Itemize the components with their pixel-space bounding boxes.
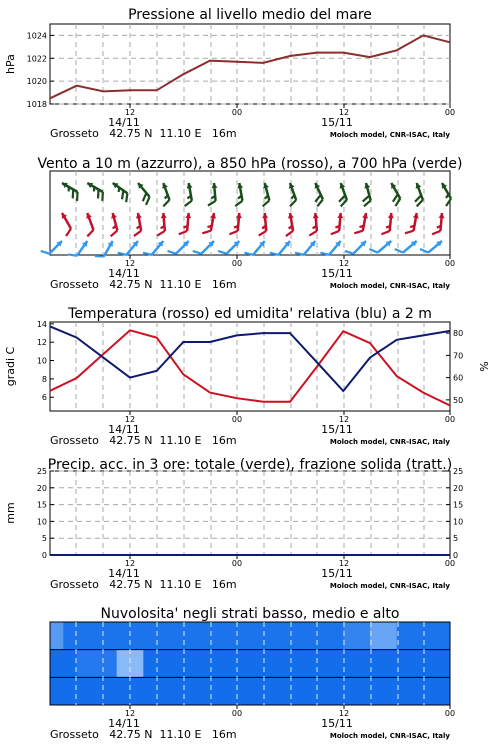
barb-flag-1-15-0 (432, 230, 440, 235)
barb-flag-2-10-0 (295, 250, 304, 258)
barb-flag-1-2-0 (110, 230, 119, 236)
cloud-cell-1-7 (143, 650, 157, 678)
barb-flag-1-10-0 (309, 231, 317, 236)
model-credit-1: Moloch model, CNR-ISAC, Italy (329, 282, 450, 290)
cloud-cell-0-12 (210, 622, 224, 650)
y-tick-label-0-3: 1024 (26, 31, 47, 41)
y-axis-label-2: gradi C (4, 346, 17, 387)
cloud-cell-2-9 (170, 677, 184, 705)
cloud-cell-1-27 (410, 650, 424, 678)
barb-flag-1-1-0 (86, 230, 95, 236)
y-tick-label-0-2: 1022 (26, 54, 47, 64)
barb-flag-0-9-0 (289, 200, 298, 206)
cloud-cell-2-24 (370, 677, 384, 705)
date-label-2-1: 15/11 (321, 423, 353, 436)
chart-title-0: Pressione al livello medio del mare (128, 7, 372, 23)
cloud-cell-2-17 (277, 677, 291, 705)
cloud-cell-1-6 (130, 650, 144, 678)
barb-flag-2-0-0 (41, 248, 49, 256)
plot-frame-3 (50, 471, 450, 555)
wind-barb-1-0 (55, 212, 76, 237)
cloud-cell-1-5 (117, 650, 131, 678)
series-line-0-0 (50, 35, 450, 98)
wind-barb-1-3 (130, 212, 145, 236)
cloud-cell-1-21 (330, 650, 344, 678)
x-tick-label-3-2: 12 (338, 559, 350, 568)
x-tick-label-4-1: 00 (231, 709, 243, 718)
model-credit-3: Moloch model, CNR-ISAC, Italy (329, 582, 450, 590)
wind-barb-0-0 (58, 180, 83, 201)
x-tick-label-3-3: 00 (444, 559, 456, 568)
station-info-4: Grosseto 42.75 N 11.10 E 16m (50, 728, 237, 741)
series-line-2-0 (50, 330, 450, 405)
cloud-cell-0-18 (290, 622, 304, 650)
date-label-4-0: 14/11 (108, 717, 140, 730)
cloud-cell-1-16 (263, 650, 277, 678)
date-label-3-0: 14/11 (108, 567, 140, 580)
station-info-3: Grosseto 42.75 N 11.10 E 16m (50, 578, 237, 591)
wind-barb-0-12 (358, 182, 374, 206)
cloud-cell-0-8 (157, 622, 171, 650)
barb-flag-1-7-0 (229, 230, 237, 235)
model-credit-0: Moloch model, CNR-ISAC, Italy (329, 131, 450, 139)
barb-flag-1-8-0 (258, 231, 266, 236)
cloud-cell-1-11 (197, 650, 211, 678)
wind-barb-1-13 (381, 212, 394, 235)
y-tick-right-label-2-0: 50 (453, 395, 464, 405)
date-label-1-0: 14/11 (108, 267, 140, 280)
cloud-cell-2-15 (250, 677, 264, 705)
wind-barb-1-9 (282, 212, 297, 236)
x-tick-label-2-3: 00 (444, 415, 456, 424)
cloud-cell-0-29 (437, 622, 451, 650)
wind-barb-2-9 (270, 236, 293, 260)
y-tick-label-2-2: 10 (36, 356, 47, 366)
wind-barb-1-6 (202, 212, 217, 236)
cloud-cell-2-21 (330, 677, 344, 705)
wind-barb-2-1 (68, 236, 90, 260)
y-tick-right-label-3-0: 0 (453, 551, 459, 560)
cloud-cell-1-4 (103, 650, 117, 678)
cloud-cell-2-1 (63, 677, 77, 705)
wind-barb-1-8 (257, 213, 270, 236)
chart-title-2: Temperatura (rosso) ed umidita' relativa (blu) a 2 m (68, 306, 432, 322)
barb-flag-2-11-0 (320, 250, 329, 258)
y-tick-label-0-1: 1020 (26, 77, 47, 87)
x-tick-label-2-1: 00 (231, 415, 243, 424)
cloud-cell-0-3 (90, 622, 104, 650)
cloud-cell-2-14 (237, 677, 251, 705)
date-label-1-1: 15/11 (321, 267, 353, 280)
cloud-cell-2-0 (50, 677, 64, 705)
cloud-cell-2-22 (343, 677, 357, 705)
wind-barb-2-4 (143, 236, 166, 260)
y-tick-right-label-2-1: 60 (453, 373, 464, 383)
cloud-cell-0-1 (63, 622, 77, 650)
cloud-cell-2-25 (383, 677, 397, 705)
wind-barb-0-4 (156, 182, 174, 206)
station-info-0: Grosseto 42.75 N 11.10 E 16m (50, 127, 237, 140)
y-tick-label-3-3: 15 (36, 500, 47, 510)
y-tick-label-3-4: 20 (36, 483, 47, 493)
x-tick-label-1-1: 00 (231, 259, 243, 268)
wind-barb-0-7 (231, 182, 246, 206)
cloud-cell-1-15 (250, 650, 264, 678)
cloud-cell-0-14 (237, 622, 251, 650)
model-credit-2: Moloch model, CNR-ISAC, Italy (329, 438, 450, 446)
y-tick-label-3-2: 10 (36, 517, 47, 527)
cloud-cell-1-25 (383, 650, 397, 678)
cloud-cell-1-22 (343, 650, 357, 678)
barb-flag-0-5-0 (184, 201, 193, 206)
series-line-2-1 (50, 326, 450, 391)
wind-barb-0-6 (206, 183, 219, 206)
cloud-cell-1-14 (237, 650, 251, 678)
cloud-cell-2-3 (90, 677, 104, 705)
wind-barb-0-2 (108, 181, 132, 203)
model-credit-4: Moloch model, CNR-ISAC, Italy (329, 732, 450, 740)
cloud-cell-0-11 (197, 622, 211, 650)
cloud-cell-0-19 (303, 622, 317, 650)
y-tick-right-label-3-5: 25 (453, 467, 464, 476)
cloud-cell-2-8 (157, 677, 171, 705)
cloud-cell-0-17 (277, 622, 291, 650)
cloud-cell-2-10 (183, 677, 197, 705)
cloud-cell-1-28 (423, 650, 437, 678)
cloud-cell-2-23 (357, 677, 371, 705)
cloud-cell-1-0 (50, 650, 64, 678)
cloud-cell-0-22 (343, 622, 357, 650)
y-tick-label-0-0: 1018 (26, 100, 47, 109)
barb-flag-0-15-0 (444, 199, 453, 206)
x-tick-label-3-0: 12 (124, 559, 136, 568)
barb-flag-2-2-0 (95, 253, 104, 260)
y-axis-label-3: mm (4, 502, 17, 524)
barb-head-1-4 (160, 213, 166, 219)
barb-flag-0-0-0 (74, 192, 81, 201)
cloud-cell-2-27 (410, 677, 424, 705)
wind-barb-0-3 (132, 181, 155, 205)
x-tick-label-4-3: 00 (444, 709, 456, 718)
wind-barb-0-5 (181, 182, 196, 206)
barb-head-1-7 (236, 213, 242, 219)
barb-flag-1-9-0 (285, 231, 294, 236)
barb-flag-0-8-0 (262, 200, 271, 206)
cloud-cell-0-5 (117, 622, 131, 650)
cloud-cell-0-21 (330, 622, 344, 650)
barb-flag-2-8-0 (244, 250, 253, 258)
x-tick-label-1-0: 12 (124, 259, 136, 268)
barb-flag-0-6-0 (208, 201, 216, 206)
barb-flag-0-1-0 (99, 192, 106, 201)
barb-flag-1-13-0 (381, 230, 389, 235)
y-tick-label-2-4: 14 (36, 319, 47, 329)
barb-head-1-5 (185, 213, 191, 219)
cloud-cell-2-4 (103, 677, 117, 705)
cloud-cell-0-15 (250, 622, 264, 650)
barb-flag-1-5-0 (179, 230, 187, 235)
x-tick-label-0-0: 12 (124, 108, 136, 117)
wind-barb-2-13 (369, 235, 393, 258)
date-label-0-0: 14/11 (108, 116, 140, 129)
y-tick-label-3-5: 25 (36, 467, 47, 476)
cloud-cell-2-28 (423, 677, 437, 705)
date-label-3-1: 15/11 (321, 567, 353, 580)
x-tick-label-2-0: 12 (124, 415, 136, 424)
cloud-cell-0-13 (223, 622, 237, 650)
cloud-cell-0-7 (143, 622, 157, 650)
cloud-cell-1-29 (437, 650, 451, 678)
barb-flag-1-14-0 (405, 229, 414, 234)
cloud-cell-2-16 (263, 677, 277, 705)
wind-barb-0-13 (384, 182, 405, 207)
cloud-cell-1-26 (397, 650, 411, 678)
wind-barb-2-11 (320, 236, 343, 260)
cloud-cell-1-10 (183, 650, 197, 678)
date-label-2-0: 14/11 (108, 423, 140, 436)
cloud-cell-2-18 (290, 677, 304, 705)
wind-barb-1-7 (229, 212, 242, 235)
cloud-cell-1-18 (290, 650, 304, 678)
y-tick-right-label-3-1: 5 (453, 534, 459, 544)
y-tick-right-label-3-3: 15 (453, 500, 464, 510)
wind-barb-0-1 (83, 180, 108, 201)
barb-flag-2-3-0 (118, 250, 127, 258)
cloud-cell-0-25 (383, 622, 397, 650)
cloud-cell-0-9 (170, 622, 184, 650)
barb-head-1-15 (439, 213, 445, 219)
barb-flag-1-11-0 (331, 230, 339, 235)
cloud-cell-1-9 (170, 650, 184, 678)
chart-title-1: Vento a 10 m (azzurro), a 850 hPa (rosso), a 700 hPa (verde) (37, 156, 463, 172)
x-tick-label-1-3: 00 (444, 259, 456, 268)
wind-barb-1-1 (80, 212, 98, 236)
cloud-cell-2-6 (130, 677, 144, 705)
cloud-cell-2-11 (197, 677, 211, 705)
cloud-cell-1-3 (90, 650, 104, 678)
y-tick-label-3-0: 0 (41, 551, 47, 560)
x-tick-label-0-1: 00 (231, 108, 243, 117)
barb-head-1-8 (262, 213, 268, 219)
wind-barb-1-12 (354, 212, 369, 236)
x-tick-label-0-3: 00 (444, 108, 456, 117)
cloud-cell-2-5 (117, 677, 131, 705)
cloud-cell-2-2 (77, 677, 91, 705)
cloud-cell-0-0 (50, 622, 64, 650)
x-tick-label-2-2: 12 (338, 415, 350, 424)
date-label-0-1: 15/11 (321, 116, 353, 129)
wind-barb-1-11 (331, 212, 344, 235)
wind-barb-1-2 (105, 212, 121, 236)
cloud-cell-2-12 (210, 677, 224, 705)
x-tick-label-4-2: 12 (338, 709, 350, 718)
wind-barb-2-10 (295, 236, 318, 260)
x-tick-label-4-0: 12 (124, 709, 136, 718)
cloud-cell-0-20 (317, 622, 331, 650)
wind-barb-0-11 (333, 182, 351, 206)
y-tick-right-label-3-2: 10 (453, 517, 464, 527)
date-label-4-1: 15/11 (321, 717, 353, 730)
barb-flag-2-9-0 (270, 250, 279, 258)
y-axis-right-label-2: % (478, 361, 491, 372)
x-tick-label-1-2: 12 (338, 259, 350, 268)
y-tick-right-label-2-2: 70 (453, 351, 464, 361)
wind-barb-2-2 (95, 237, 116, 262)
y-tick-right-label-2-3: 80 (453, 329, 464, 339)
cloud-cell-2-20 (317, 677, 331, 705)
cloud-cell-0-26 (397, 622, 411, 650)
wind-barb-1-5 (179, 212, 192, 235)
y-tick-label-3-1: 5 (41, 534, 47, 544)
barb-flag-1-0-0 (64, 229, 73, 236)
chart-title-3: Precip. acc. in 3 ore: totale (verde), frazione solida (tratt.) (47, 457, 453, 473)
cloud-cell-2-29 (437, 677, 451, 705)
cloud-cell-0-4 (103, 622, 117, 650)
cloud-cell-0-2 (77, 622, 91, 650)
station-info-1: Grosseto 42.75 N 11.10 E 16m (50, 278, 237, 291)
wind-barb-1-10 (307, 213, 320, 236)
y-axis-label-0: hPa (4, 54, 17, 74)
y-tick-label-2-3: 12 (36, 338, 47, 348)
cloud-cell-1-8 (157, 650, 171, 678)
cloud-cell-0-24 (370, 622, 384, 650)
barb-flag-0-4-0 (162, 200, 171, 206)
station-info-2: Grosseto 42.75 N 11.10 E 16m (50, 434, 237, 447)
wind-barb-0-10 (308, 182, 327, 207)
x-tick-label-3-1: 00 (231, 559, 243, 568)
wind-barb-2-3 (118, 236, 141, 260)
cloud-cell-0-16 (263, 622, 277, 650)
wind-barb-1-15 (432, 212, 445, 235)
cloud-cell-0-10 (183, 622, 197, 650)
cloud-cell-1-23 (357, 650, 371, 678)
barb-head-0-6 (211, 183, 217, 189)
cloud-cell-1-2 (77, 650, 91, 678)
cloud-cell-1-19 (303, 650, 317, 678)
wind-barb-0-15 (435, 182, 456, 207)
cloud-cell-2-13 (223, 677, 237, 705)
x-tick-label-0-2: 12 (338, 108, 350, 117)
barb-head-1-13 (388, 213, 394, 219)
barb-head-1-11 (337, 213, 343, 219)
cloud-cell-1-13 (223, 650, 237, 678)
cloud-cell-1-12 (210, 650, 224, 678)
y-tick-label-2-1: 8 (41, 374, 47, 384)
barb-flag-2-4-0 (143, 250, 152, 258)
barb-flag-2-14-0 (395, 246, 403, 255)
barb-flag-1-12-0 (354, 229, 363, 234)
cloud-cell-1-20 (317, 650, 331, 678)
chart-title-4: Nuvolosita' negli strati basso, medio e alto (100, 606, 400, 622)
cloud-cell-0-23 (357, 622, 371, 650)
cloud-cell-2-26 (397, 677, 411, 705)
y-tick-right-label-3-4: 20 (453, 483, 464, 493)
barb-head-1-10 (312, 213, 318, 219)
cloud-cell-0-28 (423, 622, 437, 650)
cloud-cell-1-1 (63, 650, 77, 678)
cloud-cell-1-24 (370, 650, 384, 678)
cloud-cell-0-27 (410, 622, 424, 650)
y-tick-label-2-0: 6 (41, 393, 47, 403)
wind-barb-0-8 (257, 182, 273, 206)
barb-flag-1-3-0 (133, 231, 142, 236)
cloud-cell-0-6 (130, 622, 144, 650)
cloud-cell-2-19 (303, 677, 317, 705)
barb-flag-0-7-0 (235, 201, 244, 206)
barb-flag-1-6-0 (202, 229, 211, 234)
cloud-cell-1-17 (277, 650, 291, 678)
barb-flag-1-4-0 (157, 231, 165, 236)
wind-barb-1-14 (405, 212, 420, 236)
cloud-cell-2-7 (143, 677, 157, 705)
